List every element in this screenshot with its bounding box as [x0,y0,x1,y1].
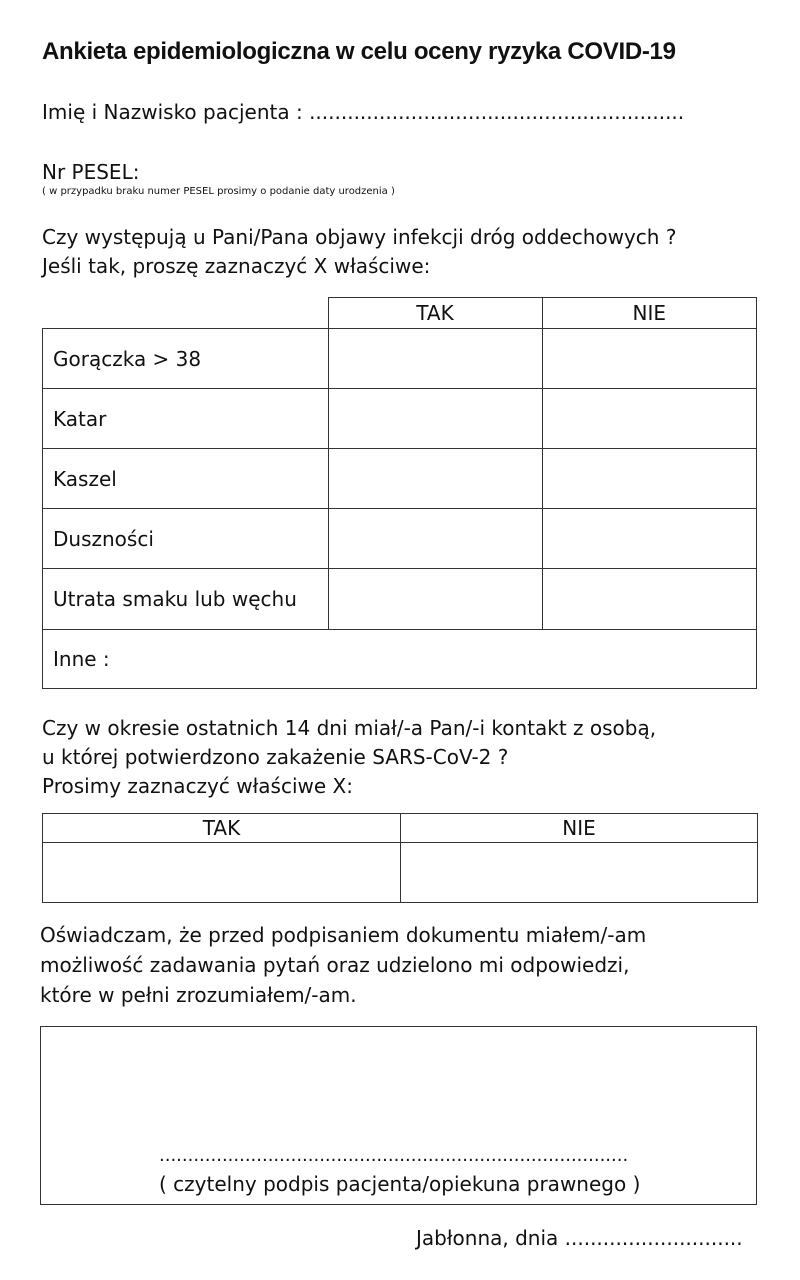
signature-box[interactable] [40,1026,757,1205]
place-date-row [416,1226,743,1250]
symptom-label: Duszności [43,509,329,569]
contact-col-no: NIE [401,814,758,843]
symptoms-col-no: NIE [542,298,757,329]
symptom-yes-cell[interactable] [328,569,542,630]
contact-question-line3: Prosimy zaznaczyć właściwe X: [42,774,353,798]
form-title: Ankieta epidemiologiczna w celu oceny ryzyka COVID-19 [42,38,676,65]
symptom-no-cell[interactable] [542,449,757,509]
symptoms-question-line1: Czy występują u Pani/Pana objawy infekcji dróg oddechowych ? [42,225,677,249]
declaration-line3: które w pełni zrozumiałem/-am. [40,983,357,1007]
declaration-line1: Oświadczam, że przed podpisaniem dokumentu miałem/-am [40,923,647,947]
symptom-no-cell[interactable] [542,509,757,569]
contact-col-yes: TAK [43,814,401,843]
place-date-label: Jabłonna, dnia [416,1226,559,1250]
symptoms-col-yes: TAK [328,298,542,329]
contact-no-cell[interactable] [401,843,758,903]
pesel-note: ( w przypadku braku numer PESEL prosimy o podanie daty urodzenia ) [42,186,395,197]
symptom-yes-cell[interactable] [328,509,542,569]
patient-name-row [42,100,684,124]
table-row [43,389,757,449]
symptom-no-cell[interactable] [542,569,757,630]
symptoms-question-line2: Jeśli tak, proszę zaznaczyć X właściwe: [42,254,431,278]
declaration-line2: możliwość zadawania pytań oraz udzielono mi odpowiedzi, [40,953,630,977]
symptom-yes-cell[interactable] [328,389,542,449]
patient-name-label: Imię i Nazwisko pacjenta : [42,100,303,124]
symptom-yes-cell[interactable] [328,449,542,509]
table-row [43,569,757,630]
symptom-no-cell[interactable] [542,389,757,449]
table-row [43,329,757,389]
symptom-label: Utrata smaku lub węchu [43,569,329,630]
signature-line: .................................................................................. [159,1145,629,1166]
symptom-yes-cell[interactable] [328,329,542,389]
symptoms-table [42,297,757,689]
table-row [43,630,757,689]
pesel-label: Nr PESEL: [42,160,140,184]
symptom-no-cell[interactable] [542,329,757,389]
signature-caption: ( czytelny podpis pacjenta/opiekuna prawnego ) [159,1172,641,1196]
contact-question-line1: Czy w okresie ostatnich 14 dni miał/-a Pan/-i kontakt z osobą, [42,716,657,740]
patient-name-field[interactable]: ........................................................... [309,100,685,124]
symptom-label: Katar [43,389,329,449]
contact-yes-cell[interactable] [43,843,401,903]
symptom-label: Gorączka > 38 [43,329,329,389]
date-field[interactable]: ............................ [564,1226,743,1250]
table-row [43,449,757,509]
empty-corner-cell [43,298,329,329]
other-symptoms-field[interactable]: Inne : [43,630,757,689]
contact-question-line2: u której potwierdzono zakażenie SARS-CoV-2 ? [42,745,509,769]
table-row [43,509,757,569]
contact-table [42,813,758,903]
symptom-label: Kaszel [43,449,329,509]
